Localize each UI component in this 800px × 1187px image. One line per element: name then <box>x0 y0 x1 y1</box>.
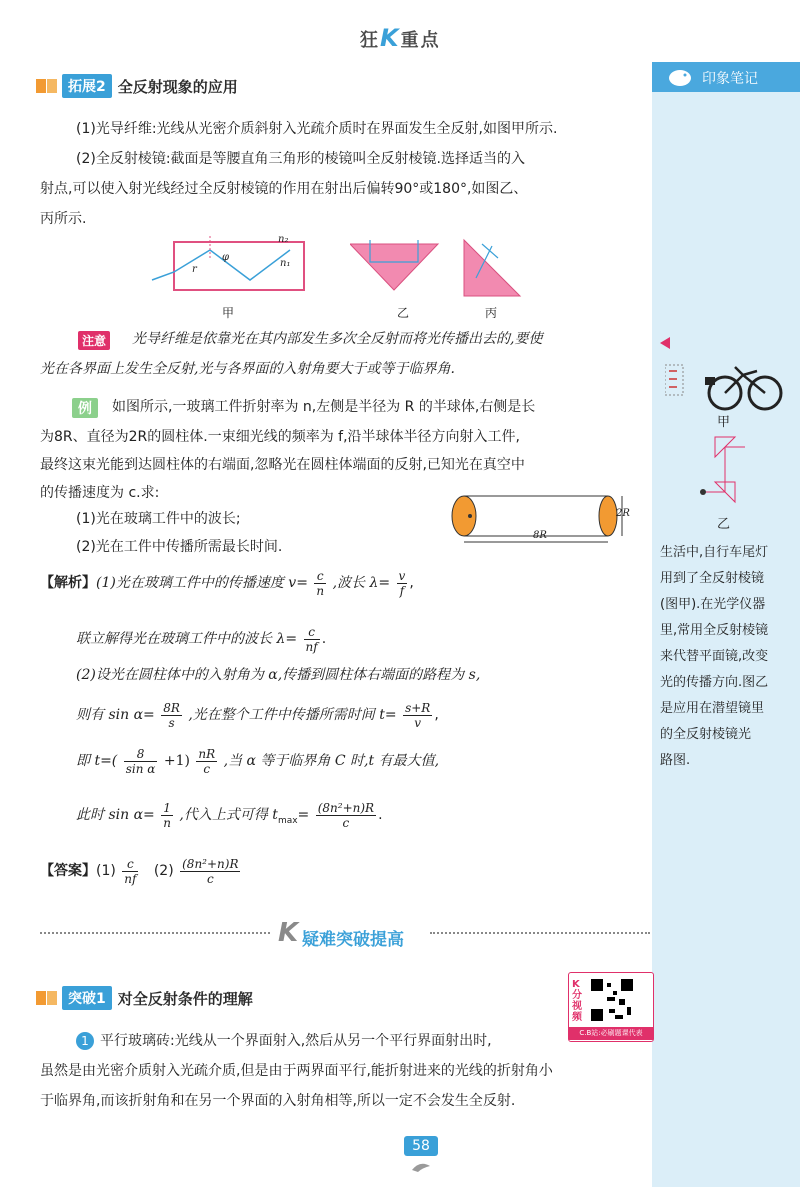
brand-prefix: 狂 <box>360 30 380 51</box>
example-line: 如图所示,一玻璃工件折射率为 n,左侧是半径为 R 的半球体,右侧是长 <box>112 399 536 415</box>
divider-title: 疑难突破提高 <box>302 930 404 950</box>
sidebar-fig-b-label: 乙 <box>717 517 731 532</box>
bt1-line: 虽然是由光密介质射入光疏介质,但是由于两界面平行,能折射进来的光线的折射角小 <box>40 1063 553 1079</box>
sidebar-note-line: 的全反射棱镜光 <box>660 727 752 742</box>
book-icon <box>36 77 58 95</box>
sidebar-note-line: 光的传播方向.图乙 <box>660 675 769 690</box>
fiber-n1-label: n₁ <box>280 258 291 269</box>
notes-tab <box>652 62 800 92</box>
solution-text: 联立解得光在玻璃工件中的波长 λ= <box>76 631 298 647</box>
prism-bing-figure <box>462 238 524 298</box>
example-tag: 例 <box>72 398 98 418</box>
ext2-p2-line: 射点,可以使入射光线经过全反射棱镜的作用在射出后偏转90°或180°,如图乙、 <box>40 181 528 197</box>
solution-line-5 <box>76 746 439 776</box>
ext2-p2-line: 丙所示. <box>40 211 87 227</box>
example-line: 为8R、直径为2R的圆柱体.一束细光线的频率为 f,沿半球体半径方向射入工件, <box>40 429 520 445</box>
bt1-heading <box>36 986 253 1010</box>
solution-label: 【解析】 <box>40 575 96 591</box>
page-header <box>0 0 800 62</box>
solution-text: +1) <box>163 753 190 769</box>
example-question: (2)光在工件中传播所需最长时间. <box>76 539 283 555</box>
sidebar-note-line: 生活中,自行车尾灯 <box>660 545 769 560</box>
sidebar-note-line: 是应用在潜望镜里 <box>660 701 765 716</box>
sidebar-note-line: 来代替平面镜,改变 <box>660 649 769 664</box>
solution-text: (1)光在玻璃工件中的传播速度 v= <box>96 575 308 591</box>
bt1-number-badge: 1 <box>76 1032 94 1050</box>
ext2-title: 全反射现象的应用 <box>117 77 238 96</box>
fraction: $\frac{c}{nf}$ <box>124 856 137 886</box>
solution-line-6: 此时 sin α= $\frac{1}{n}$ ,代入上式可得 $t_{max}=$ $\frac{\text{(8n²+n)R}}{c}$ . <box>76 800 383 830</box>
bt1-badge: 突破1 <box>62 986 112 1010</box>
cylinder-length-label: 8R <box>533 530 547 541</box>
divider-left <box>40 932 270 934</box>
bicycle-figure <box>665 355 785 415</box>
solution-text: ,代入上式可得 t <box>179 807 278 823</box>
note-line: 光在各界面上发生全反射,光与各界面的入射角要大于或等于临界角. <box>40 361 455 377</box>
solution-text: ,波长 λ= <box>332 575 391 591</box>
prism-yi-figure <box>350 240 440 294</box>
answer-line: 【答案】(1) $\frac{c}{nf}$ (2) $\frac{\text{(8n²+n)R}}{c}$ <box>40 856 239 886</box>
fraction: $\frac{c}{nf}$ <box>305 624 318 654</box>
example-question: (1)光在玻璃工件中的波长; <box>76 511 241 527</box>
fraction: $\frac{v}{f}$ <box>398 568 406 598</box>
fraction: $\frac{1}{n}$ <box>163 800 171 830</box>
bird-icon <box>410 1160 432 1174</box>
book-icon <box>36 989 58 1007</box>
qr-label: K分视频 <box>572 979 582 1023</box>
note-line: 光导纤维是依靠光在其内部发生多次全反射而将光传播出去的,要使 <box>132 331 543 347</box>
ext2-badge: 拓展2 <box>62 74 112 98</box>
solution-text: ,当 α 等于临界角 C 时,t 有最大值, <box>223 753 440 769</box>
example-line: 的传播速度为 c.求: <box>40 485 160 501</box>
fig-bing-caption: 丙 <box>485 306 498 320</box>
sidebar-note-line: 用到了全反射棱镜 <box>660 571 765 586</box>
periscope-figure <box>695 432 755 512</box>
example-line: 最终这束光能到达圆柱体的右端面,忽略光在圆柱体端面的反射,已知光在真空中 <box>40 457 525 473</box>
solution-text: 则有 sin α= <box>76 707 155 723</box>
solution-text: 此时 sin α= <box>76 807 155 823</box>
page-number: 58 <box>404 1136 438 1156</box>
divider-k-logo: K <box>278 918 299 948</box>
fig-yi-caption: 乙 <box>397 306 410 320</box>
fig-jia-caption: 甲 <box>222 306 235 320</box>
brand-suffix: 重点 <box>400 30 441 51</box>
pointer-triangle-icon <box>660 337 670 349</box>
solution-text: 即 t=( <box>76 753 118 769</box>
sidebar-note-line: (图甲).在光学仪器 <box>660 597 766 612</box>
divider-right <box>430 932 650 934</box>
cylinder-diameter-label: 2R <box>616 508 630 519</box>
notes-tab-label: 印象笔记 <box>702 71 758 87</box>
solution-text: (2)设光在圆柱体中的入射角为 α,传播到圆柱体右端面的路程为 s, <box>76 667 481 683</box>
fraction: $\frac{\text{(8n²+n)R}}{c}$ <box>182 856 239 886</box>
answer-label: 【答案】 <box>40 863 96 879</box>
elephant-icon <box>666 66 694 88</box>
ext2-heading <box>36 74 238 98</box>
sidebar-note <box>660 540 795 774</box>
bt1-title: 对全反射条件的理解 <box>117 989 253 1008</box>
bt1-line: 于临界角,而该折射角和在另一个界面的入射角相等,所以一定不会发生全反射. <box>40 1093 516 1109</box>
qr-caption: C.B站:必刷题课代表 <box>569 1027 653 1040</box>
solution-line-1: 【解析】(1)光在玻璃工件中的传播速度 v= $\frac{c}{n}$ ,波长 λ= $\frac{v}{f}$ , <box>40 568 414 598</box>
ext2-p1: (1)光导纤维:光线从光密介质斜射入光疏介质时在界面发生全反射,如图甲所示. <box>76 121 558 137</box>
brand-k-logo: K <box>380 24 401 52</box>
fraction: $\frac{8R}{s}$ <box>163 700 180 730</box>
solution-text: ,光在整个工件中传播所需时间 t= <box>188 707 397 723</box>
ext2-p2-line: (2)全反射棱镜:截面是等腰直角三角形的棱镜叫全反射棱镜.选择适当的入 <box>76 151 525 167</box>
note-tag: 注意 <box>78 331 110 350</box>
sidebar-note-line: 里,常用全反射棱镜 <box>660 623 769 638</box>
solution-line-2: 联立解得光在玻璃工件中的波长 λ= $\frac{c}{nf}$ . <box>76 624 327 654</box>
fraction: $\frac{c}{n}$ <box>316 568 325 598</box>
fraction: $\frac{nR}{c}$ <box>198 746 216 776</box>
brand-title <box>360 24 441 52</box>
fiber-n2-label: n₂ <box>278 234 289 245</box>
bt1-line: 平行玻璃砖:光线从一个界面射入,然后从另一个平行界面射出时, <box>100 1033 492 1049</box>
fraction: $\frac{s+R}{v}$ <box>405 700 431 730</box>
qr-video-box[interactable] <box>568 972 654 1042</box>
fraction: $\frac{8}{\text{sin α}}$ <box>125 746 156 776</box>
qr-code-icon[interactable] <box>589 977 635 1023</box>
solution-line-4: 则有 sin α= $\frac{8R}{s}$ ,光在整个工件中传播所需时间 t= $\frac{s+R}{v}$ , <box>76 700 439 730</box>
fraction: $\frac{\text{(8n²+n)R}}{c}$ <box>317 800 375 830</box>
fiber-phi-label: φ <box>222 252 230 263</box>
sidebar-note-line: 路图. <box>660 753 691 768</box>
fiber-r-label: r <box>192 264 197 275</box>
sidebar-fig-a-label: 甲 <box>717 415 731 430</box>
